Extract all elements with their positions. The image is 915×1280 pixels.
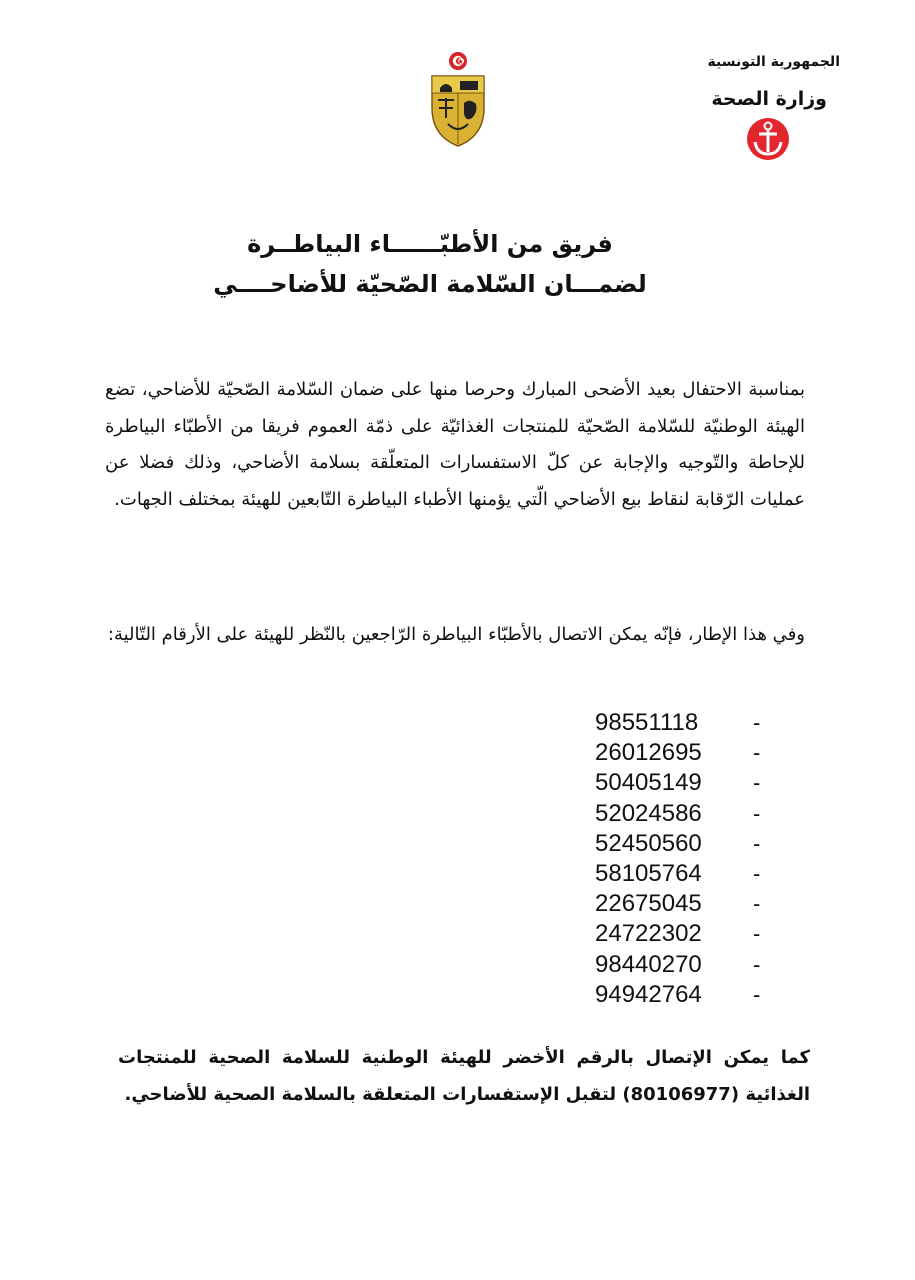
list-bullet: - [753,860,761,886]
contact-paragraph: وفي هذا الإطار، فإنّه يمكن الاتصال بالأطبّاء البياطرة الرّاجعين بالنّظر للهيئة على الأرقام التّالية: [107,624,805,645]
phone-list [560,708,780,1010]
list-item [560,738,780,768]
list-bullet: - [753,800,761,826]
list-bullet: - [753,951,761,977]
phone-number: 24722302 [595,920,702,948]
list-item [560,919,780,949]
list-bullet: - [753,830,761,856]
phone-number: 52024586 [595,799,702,827]
list-item [560,980,780,1010]
list-bullet: - [753,921,761,947]
ministry-name: وزارة الصحة [711,88,827,110]
phone-number: 98551118 [595,709,699,736]
phone-number: 58105764 [595,859,702,887]
list-item [560,859,780,889]
list-bullet: - [753,770,761,796]
list-item [560,799,780,829]
list-item [560,950,780,980]
phone-number: 26012695 [595,739,702,767]
list-bullet: - [753,710,761,735]
list-bullet: - [753,891,761,917]
phone-number: 94942764 [595,980,702,1008]
list-item [560,889,780,919]
list-bullet: - [753,981,761,1007]
coat-of-arms-icon [426,48,490,148]
republic-name: الجمهورية التونسية [707,54,840,70]
phone-number: 50405149 [595,769,702,797]
list-item [560,829,780,859]
intro-paragraph: بمناسبة الاحتفال بعيد الأضحى المبارك وحرصا منها على ضمان السّلامة الصّحيّة للأضاحي، تضع الهيئة الوطنيّة للسّلامة الصّحيّة للمنتجات الغذائيّة على ذمّة العموم فريقا من الأطبّاء البياطرة للإحاطة والتّوجيه والإجابة عن كلّ الاستفسارات المتعلّقة بسلامة الأضاحي، وذلك فضلا عن عمليات الرّقابة لنقاط بيع الأضاحي الّتي يؤمنها الأطباء البياطرة التّابعين للهيئة بمختلف الجهات. [105,379,805,510]
list-item [560,708,780,738]
green-number-paragraph: كما يمكن الإتصال بالرقم الأخضر للهيئة الوطنية للسلامة الصحية للمنتجات الغذائية (80106977) لتقبل الإستفسارات المتعلقة بالسلامة الصحية للأضاحي. [118,1047,810,1105]
list-bullet: - [753,740,761,766]
phone-number: 98440270 [595,950,702,978]
ministry-health-logo-icon [745,116,791,162]
title-line-2: لضمـــان السّلامة الصّحيّة للأضاحــــي [213,270,647,298]
list-item [560,768,780,798]
title-line-1: فريق من الأطبّــــــاء البياطــرة [247,230,613,258]
phone-number: 52450560 [595,829,702,857]
phone-number: 22675045 [595,890,702,918]
